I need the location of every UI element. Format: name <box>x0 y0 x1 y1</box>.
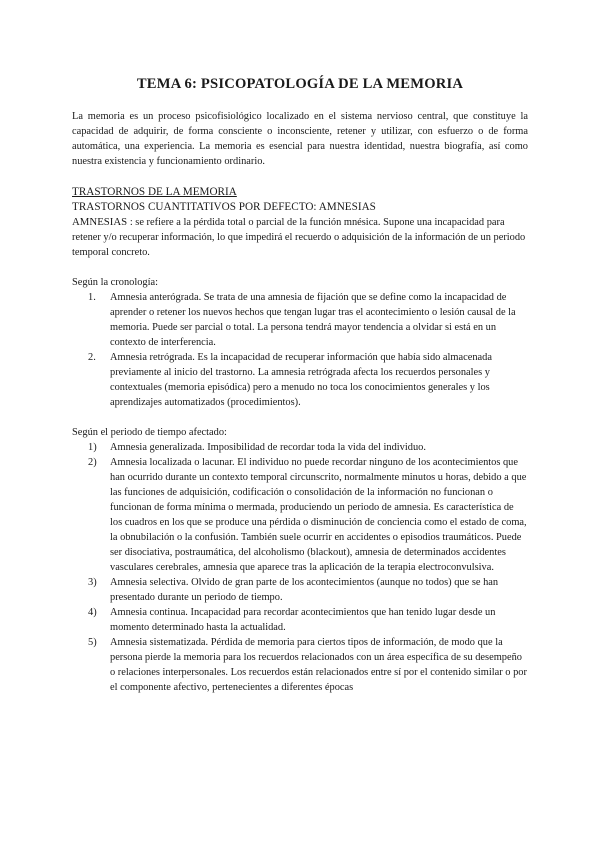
page-title: TEMA 6: PSICOPATOLOGÍA DE LA MEMORIA <box>136 76 464 92</box>
list-item <box>72 290 528 350</box>
chronology-label: Según la cronología: <box>72 277 158 288</box>
amnesias-definition-text: : se refiere a la pérdida total o parcial de la función mnésica. Supone una incapacidad para retener y/o recuperar información, lo que impedirá el recuerdo o adquisición de la información de un periodo temporal concreto. <box>72 217 526 258</box>
chronology-list <box>72 290 528 410</box>
period-label: Según el periodo de tiempo afectado: <box>72 427 227 438</box>
list-item-text: Amnesia localizada o lacunar. El individuo no puede recordar ninguno de los acontecimientos que han ocurrido durante un contexto temporal circunscrito, normalmente minutos u horas, debido a que las funciones de adquisición, codificación o consolidación de la información no funcionan o funcionan de forma mínima o mermada, produciendo un periodo de amnesia. Es característica de los cuadros en los que se produce una pérdida o disminución de conciencia como el estado de coma, la obnubilación o la confusión. También suele ocurrir en accidentes o episodios traumáticos. Puede ser disociativa, postraumática, del alcoholismo (blackout), amnesia de determinados accidentes vasculares cerebrales, amnesia que aparece tras la aplicación de la terapia electroconvulsiva. <box>110 457 527 573</box>
list-item <box>72 575 528 605</box>
list-item <box>72 440 528 455</box>
list-number: 3) <box>88 577 97 588</box>
list-number: 5) <box>88 637 97 648</box>
list-number: 2. <box>88 352 96 363</box>
section-heading: TRASTORNOS DE LA MEMORIA <box>72 186 237 198</box>
list-item <box>72 455 528 575</box>
amnesias-term: AMNESIAS <box>72 216 128 228</box>
list-item-text: Amnesia continua. Incapacidad para recordar acontecimientos que han tenido lugar desde un momento determinado hasta la actualidad. <box>110 607 496 633</box>
period-list <box>72 440 528 695</box>
list-number: 4) <box>88 607 97 618</box>
list-item-text: Amnesia sistematizada. Pérdida de memoria para ciertos tipos de información, de modo que la persona pierde la memoria para los recuerdos relacionados con un área específica de su desempeño o relaciones interpersonales. Los recuerdos están relacionados entre sí por el contenido similar o por el componente afectivo, pertenecientes a diferentes épocas <box>110 637 527 693</box>
list-item-text: Amnesia retrógrada. Es la incapacidad de recuperar información que había sido almacenada previamente al inicio del trastorno. La amnesia retrógrada afecta los recuerdos personales y contextuales (memoria episódica) pero a menudo no toca los conocimientos generales y los aprendizajes automatizados (procedimientos). <box>110 352 492 408</box>
list-item <box>72 350 528 410</box>
list-item <box>72 635 528 695</box>
list-item-text: Amnesia selectiva. Olvido de gran parte de los acontecimientos (aunque no todos) que se han presentado durante un periodo de tiempo. <box>110 577 499 603</box>
list-number: 2) <box>88 457 97 468</box>
list-number: 1. <box>88 292 96 303</box>
amnesias-definition <box>72 215 528 260</box>
list-item <box>72 605 528 635</box>
subheading: TRASTORNOS CUANTITATIVOS POR DEFECTO: AMNESIAS <box>72 201 376 213</box>
intro-paragraph: La memoria es un proceso psicofisiológico localizado en el sistema nervioso central, que constituye la capacidad de adquirir, de forma consciente o inconsciente, retener y utilizar, con esfuerzo o de forma automática, una experiencia. La memoria es esencial para nuestra identidad, nuestra biografía, así como nuestra existencia y funcionamiento ordinario. <box>72 111 528 167</box>
list-item-text: Amnesia anterógrada. Se trata de una amnesia de fijación que se define como la incapacidad de aprender o retener los nuevos hechos que tengan lugar tras el acontecimiento o lesión causal de la memoria. Puede ser parcial o total. La persona tendrá mayor tendencia a olvidar si está en un contexto de interferencia. <box>110 292 516 348</box>
list-number: 1) <box>88 442 97 453</box>
list-item-text: Amnesia generalizada. Imposibilidad de recordar toda la vida del individuo. <box>110 442 426 453</box>
